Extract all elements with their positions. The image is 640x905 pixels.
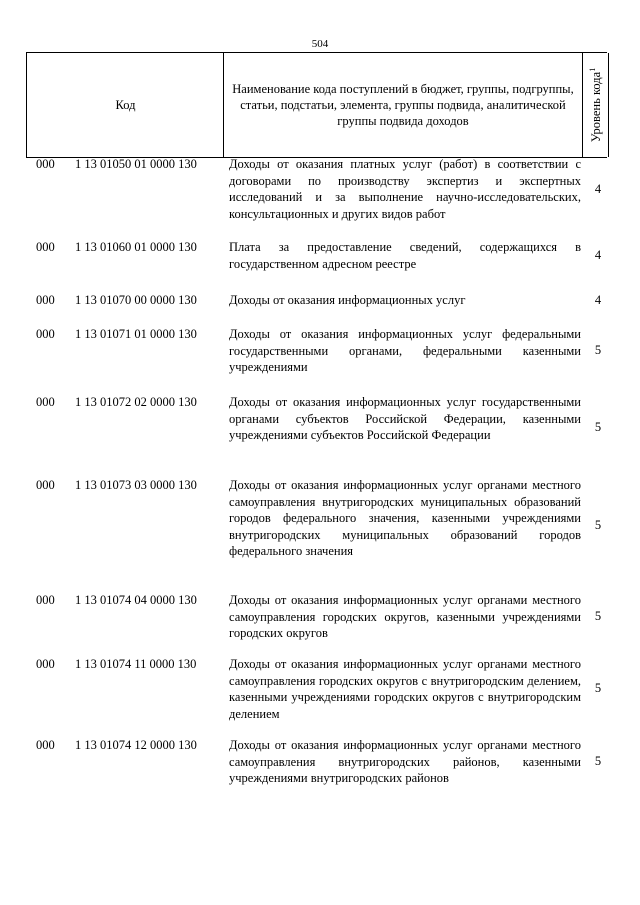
- header-level-footnote: 1: [587, 67, 597, 72]
- row-prefix: 000: [36, 593, 55, 607]
- table-row: [0, 737, 640, 807]
- row-level: 5: [594, 681, 602, 695]
- table-row: [0, 292, 640, 326]
- row-prefix: 000: [36, 157, 55, 171]
- row-name: Доходы от оказания информационных услуг федеральными государственными органами, федеральными казенными учреждениями: [229, 327, 581, 374]
- row-code: 1 13 01074 11 0000 130: [75, 657, 197, 671]
- row-name: Доходы от оказания информационных услуг органами местного самоуправления внутригородских районов, казенными учреждениями внутригородских районов: [229, 738, 581, 785]
- table-row: [0, 477, 640, 592]
- row-name: Доходы от оказания информационных услуг органами местного самоуправления городских округов с внутригородским делением, казенными учреждениями городских округов с внутригородским делением: [229, 657, 581, 721]
- row-prefix: 000: [36, 240, 55, 254]
- header-level-cell: [582, 53, 609, 157]
- header-level: [587, 68, 603, 142]
- row-name: Доходы от оказания информационных услуг государственными органами субъектов Российской Федерации, казенными учреждениями субъектов Российской Федерации: [229, 395, 581, 442]
- table-body: [0, 156, 640, 807]
- table-row: [0, 394, 640, 477]
- row-code: 1 13 01060 01 0000 130: [75, 240, 197, 254]
- row-level: 4: [594, 293, 602, 307]
- header-level-label: Уровень кода: [588, 71, 603, 143]
- row-name: Плата за предоставление сведений, содержащихся в государственном адресном реестре: [229, 240, 581, 271]
- table-header: [26, 52, 607, 158]
- row-name: Доходы от оказания информационных услуг органами местного самоуправления городских округов, казенными учреждениями городских округов: [229, 593, 581, 640]
- row-code: 1 13 01071 01 0000 130: [75, 327, 197, 341]
- header-name: Наименование кода поступлений в бюджет, группы, подгруппы, статьи, подстатьи, элемента, группы подвида, аналитической группы подвида доходов: [223, 53, 582, 157]
- row-name: Доходы от оказания платных услуг (работ) в соответствии с договорами по производству экспертиз и экспертных исследований и за выполнение научно-исследовательских, консультационных и других видов работ: [229, 157, 581, 221]
- row-prefix: 000: [36, 478, 55, 492]
- row-name: Доходы от оказания информационных услуг: [229, 293, 466, 307]
- table-row: [0, 156, 640, 239]
- row-prefix: 000: [36, 327, 55, 341]
- row-code: 1 13 01050 01 0000 130: [75, 157, 197, 171]
- row-level: 5: [594, 609, 602, 623]
- row-code: 1 13 01072 02 0000 130: [75, 395, 197, 409]
- table-row: [0, 239, 640, 292]
- table-row: [0, 326, 640, 394]
- row-level: 4: [594, 182, 602, 196]
- row-level: 5: [594, 420, 602, 434]
- row-code: 1 13 01074 04 0000 130: [75, 593, 197, 607]
- row-code: 1 13 01074 12 0000 130: [75, 738, 197, 752]
- page-number: 504: [311, 38, 329, 50]
- row-name: Доходы от оказания информационных услуг органами местного самоуправления внутригородских муниципальных образований городов федерального значения, казенными учреждениями внутригородских муниципальных образований городов федерального значения: [229, 478, 581, 558]
- row-prefix: 000: [36, 738, 55, 752]
- row-prefix: 000: [36, 395, 55, 409]
- row-code: 1 13 01070 00 0000 130: [75, 293, 197, 307]
- table-row: [0, 656, 640, 737]
- row-level: 4: [594, 248, 602, 262]
- row-level: 5: [594, 343, 602, 357]
- header-code: Код: [26, 53, 224, 157]
- table-row: [0, 592, 640, 656]
- row-level: 5: [594, 754, 602, 768]
- row-prefix: 000: [36, 293, 55, 307]
- row-level: 5: [594, 518, 602, 532]
- row-code: 1 13 01073 03 0000 130: [75, 478, 197, 492]
- row-prefix: 000: [36, 657, 55, 671]
